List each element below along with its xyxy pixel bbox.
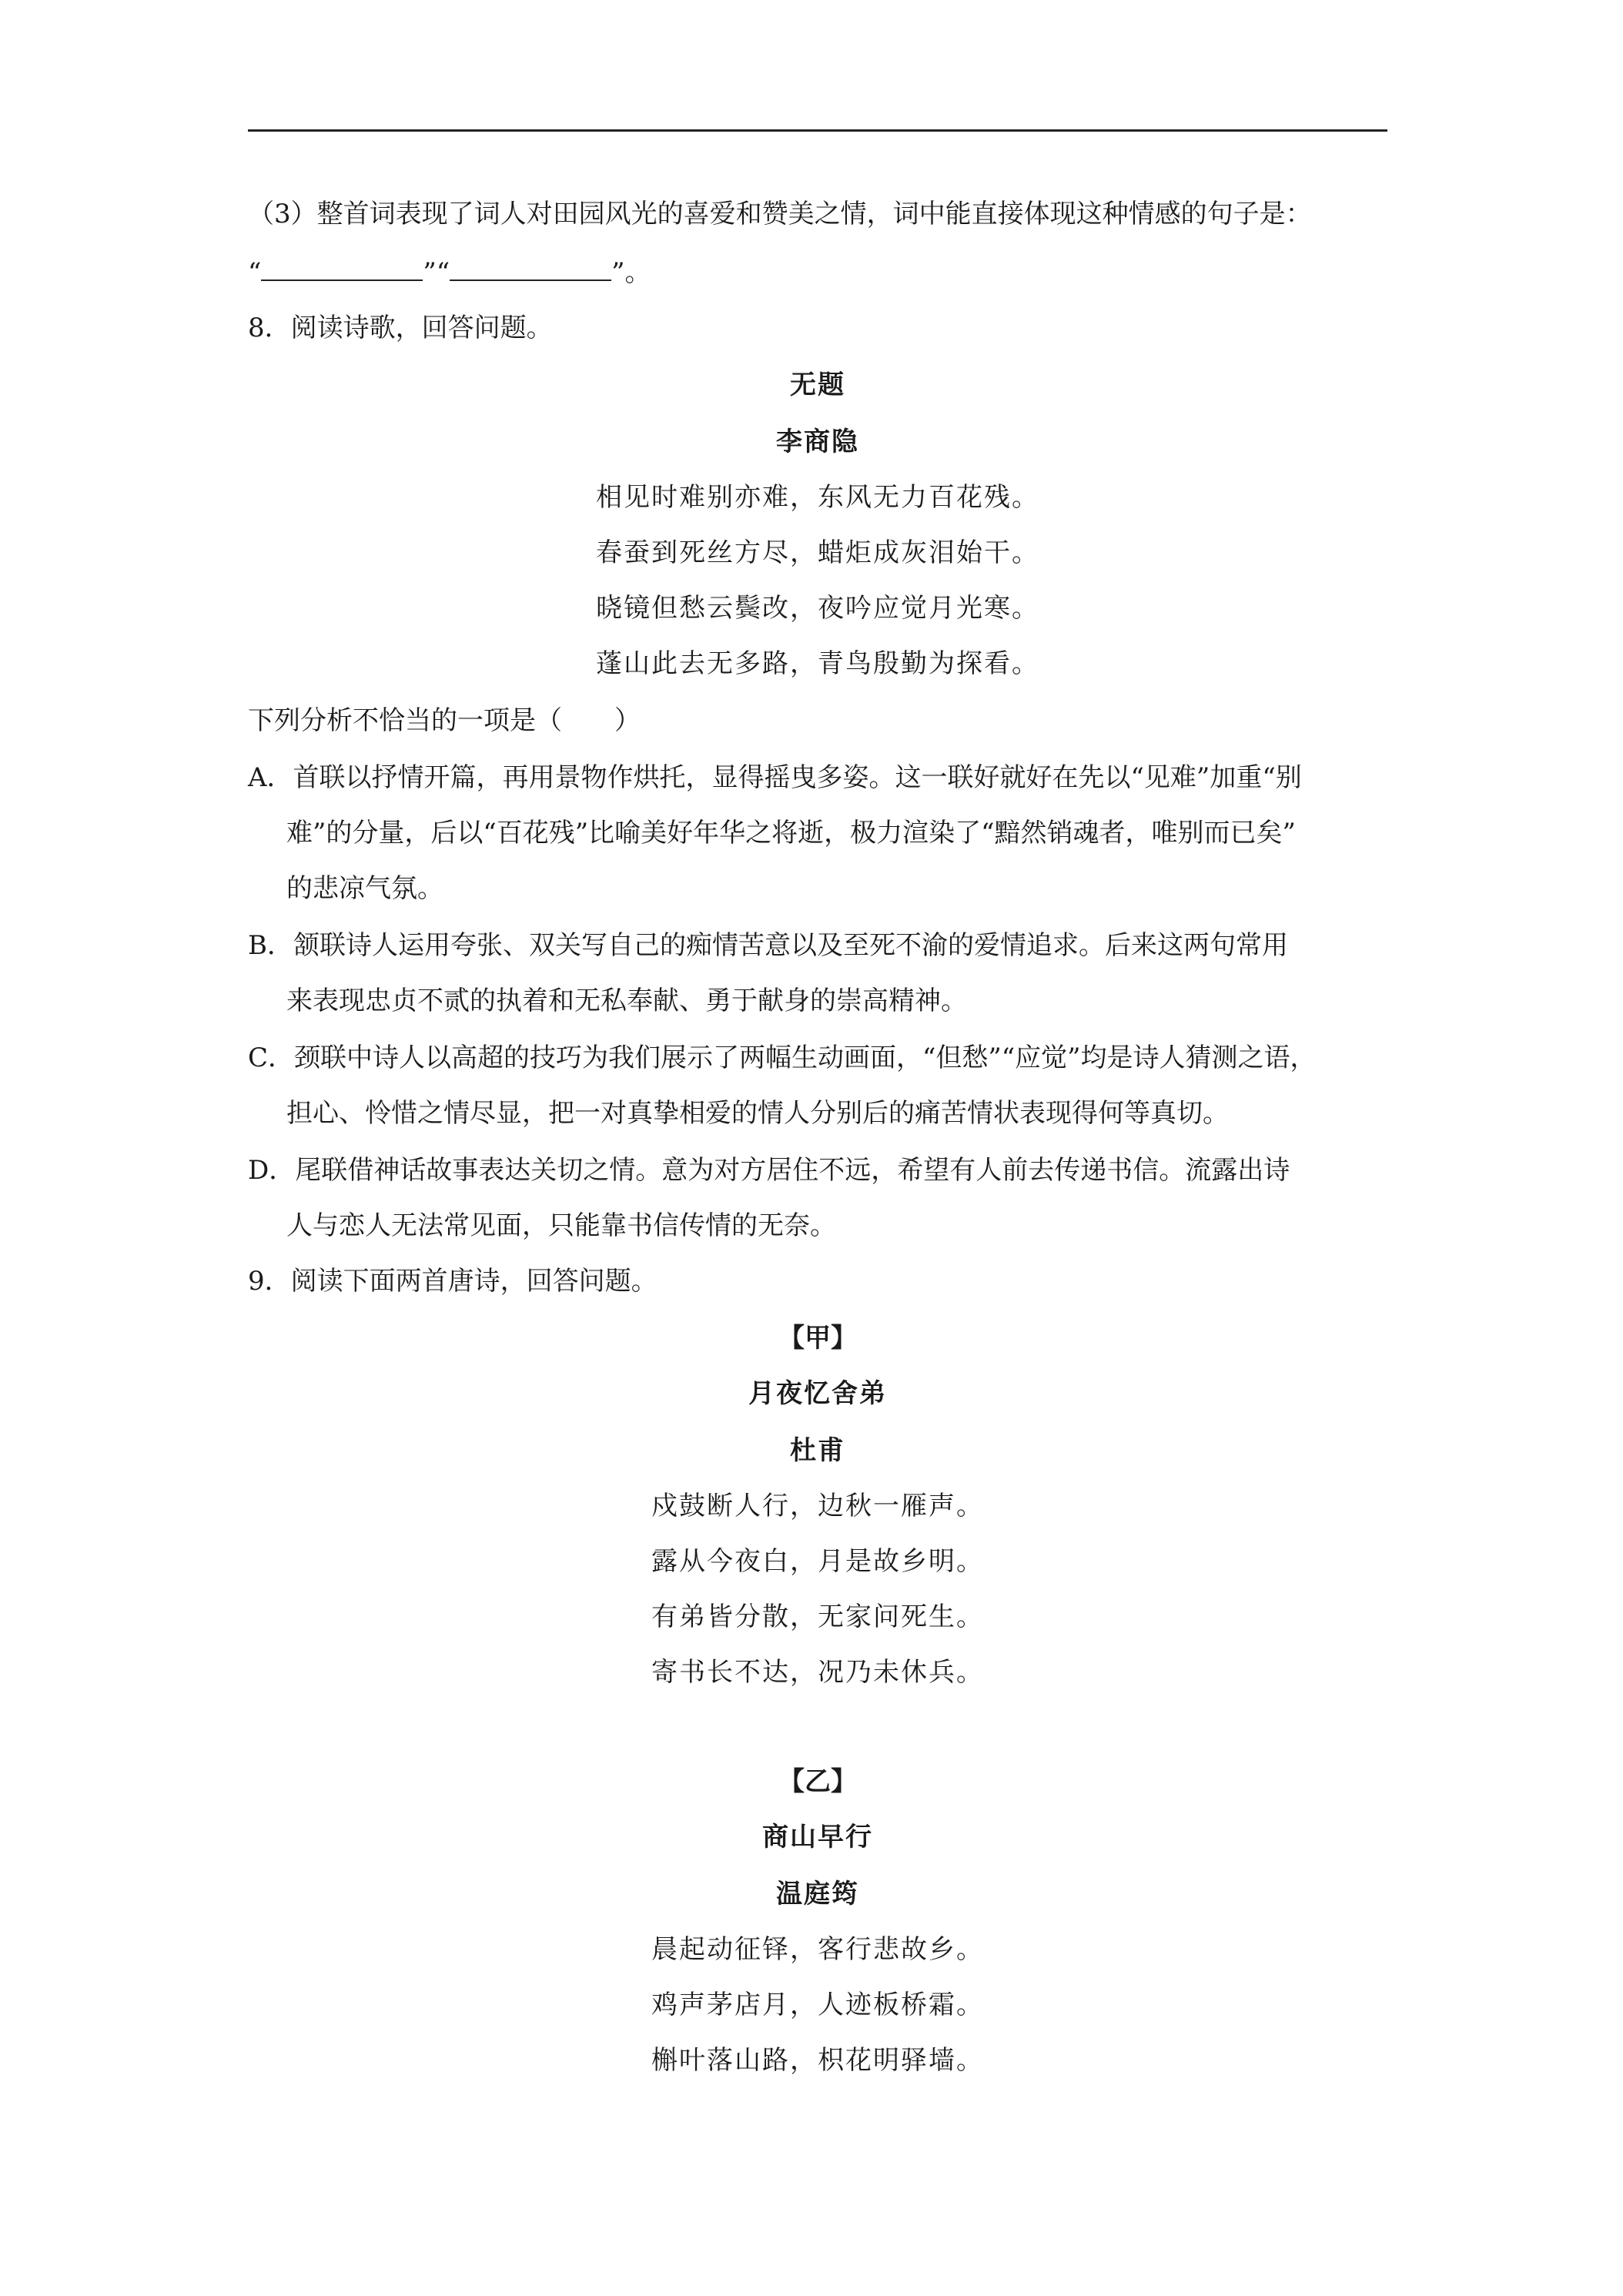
q7-part3-text: （3）整首词表现了词人对田园风光的喜爱和赞美之情，词中能直接体现这种情感的句子是：: [248, 199, 1312, 229]
poem-yi-title: 商山早行: [762, 1822, 873, 1853]
close-quote: ”。: [611, 257, 651, 288]
q8-stem: 8．阅读诗歌，回答问题。: [248, 313, 553, 343]
option-c-line: C．颈联中诗人以高超的技巧为我们展示了两幅生动画面，“但愁”“应觉”均是诗人猜测之语，: [248, 1043, 1317, 1073]
header-rule: [248, 129, 1387, 132]
poem-yi-author: 温庭筠: [776, 1879, 859, 1909]
option-c-line: 担心、怜惜之情尽显，把一对真挚相爱的情人分别后的痛苦情状表现得何等真切。: [286, 1098, 1229, 1129]
poem-yi-line: 鸡声茅店月，人迹板桥霜。: [651, 1990, 984, 2020]
poem-jia-line: 戍鼓断人行，边秋一雁声。: [651, 1491, 984, 1521]
option-d-line: 人与恋人无法常见面，只能靠书信传情的无奈。: [286, 1210, 836, 1241]
poem-yi-line: 槲叶落山路，枳花明驿墙。: [651, 2045, 984, 2076]
option-a-line: A．首联以抒情开篇，再用景物作烘托，显得摇曳多姿。这一联好就好在先以“见难”加重“别: [248, 762, 1302, 793]
option-d-line: D．尾联借神话故事表达关切之情。意为对方居住不远，希望有人前去传递书信。流露出诗: [248, 1155, 1290, 1186]
poem-jia-label: 【甲】: [778, 1323, 857, 1354]
q8-question: 下列分析不恰当的一项是（ ）: [248, 705, 641, 736]
poem-line: 蓬山此去无多路，青鸟殷勤为探看。: [596, 648, 1039, 679]
poem-author: 李商隐: [776, 427, 859, 457]
poem-jia-line: 有弟皆分散，无家问死生。: [651, 1602, 984, 1632]
poem-yi-label: 【乙】: [778, 1766, 857, 1797]
q9-stem: 9．阅读下面两首唐诗，回答问题。: [248, 1266, 658, 1297]
option-a-line: 难”的分量，后以“百花残”比喻美好年华之将逝，极力渲染了“黯然销魂者，唯别而已矣”: [286, 818, 1296, 848]
option-a-line: 的悲凉气氛。: [286, 873, 443, 904]
poem-line: 相见时难别亦难，东风无力百花残。: [596, 482, 1039, 513]
poem-jia-author: 杜甫: [790, 1435, 845, 1466]
open-quote: “: [248, 257, 262, 288]
poem-line: 春蚕到死丝方尽，蜡炬成灰泪始干。: [596, 537, 1039, 568]
option-b-line: B．颔联诗人运用夸张、双关写自己的痴情苦意以及至死不渝的爱情追求。后来这两句常用: [248, 930, 1288, 961]
answer-blank-2[interactable]: [450, 256, 611, 281]
poem-jia-line: 露从今夜白，月是故乡明。: [651, 1546, 984, 1577]
poem-title: 无题: [790, 370, 845, 400]
poem-line: 晓镜但愁云鬓改，夜吟应觉月光寒。: [596, 593, 1039, 624]
poem-jia-title: 月夜忆舍弟: [748, 1378, 887, 1409]
q7-part3-blanks: [248, 256, 651, 290]
poem-jia-line: 寄书长不达，况乃未休兵。: [651, 1657, 984, 1688]
mid-quote: ”“: [423, 257, 450, 288]
answer-blank-1[interactable]: [261, 256, 423, 281]
option-b-line: 来表现忠贞不贰的执着和无私奉献、勇于献身的崇高精神。: [286, 986, 967, 1016]
poem-yi-line: 晨起动征铎，客行悲故乡。: [651, 1934, 984, 1965]
